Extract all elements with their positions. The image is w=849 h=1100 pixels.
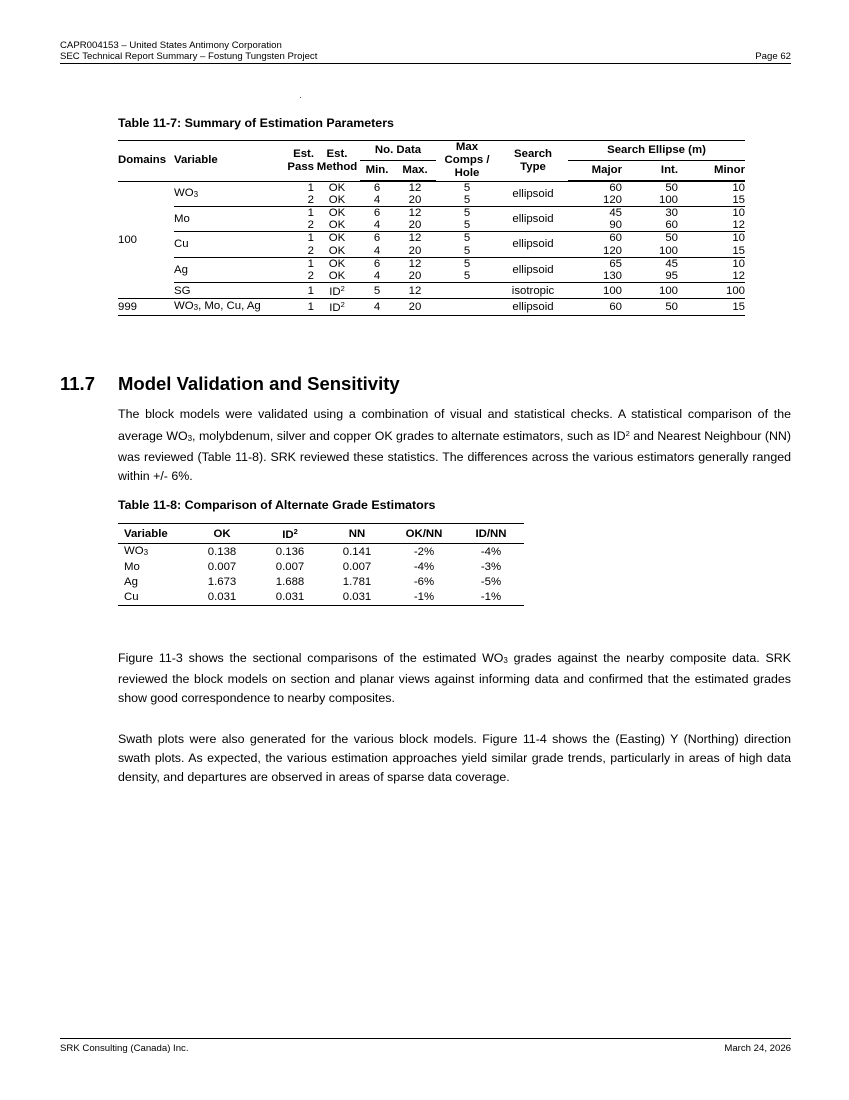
minor-cell: 12 — [684, 270, 745, 283]
th-major: Major — [568, 160, 628, 180]
th-max-comps-1: Max — [455, 141, 479, 153]
footer-date: March 24, 2026 — [724, 1043, 791, 1054]
th-id: $ID^2$ — [256, 524, 324, 544]
pass-cell: 1 — [284, 299, 314, 315]
method-cell: $ID^2$ — [314, 299, 360, 315]
table-row — [118, 575, 524, 590]
th-search-ellipse: Search Ellipse (m) — [568, 141, 745, 161]
th-max: Max. — [394, 160, 436, 180]
pass-cell: 1 — [307, 206, 314, 219]
int-cell: 100 — [628, 194, 684, 207]
nn-cell: 0.141 — [342, 545, 372, 558]
table-row — [118, 590, 524, 606]
max-cell: 20 — [394, 299, 436, 315]
comps-cell — [436, 283, 498, 299]
ok-nn-cell: -4% — [413, 561, 435, 573]
min-cell: 6 — [373, 181, 381, 194]
th-variable: Variable — [174, 141, 284, 181]
variable-cell: Cu — [174, 232, 284, 257]
paragraph-validation: The block models were validated using a combination of visual and statistical checks. A statistical comparison of the average WO3, molybdenum, silver and copper OK grades to alternate estimators, such as $ID^2$ and Nearest Neighbour (NN) was reviewed (Table 11-8). SRK reviewed these statistics. The differences across the various estimators generally ranged within +/- 6%. — [118, 407, 791, 483]
th-search-type-1: Search — [514, 147, 553, 160]
page-number: Page 62 — [755, 51, 791, 62]
th-max-comps-2: Comps / — [444, 154, 490, 166]
th-est-pass-2: Pass — [287, 160, 314, 173]
ok-cell: 0.007 — [207, 561, 237, 573]
search-type-cell: ellipsoid — [498, 181, 568, 206]
max-cell: 12 — [394, 283, 436, 299]
th-int: Int. — [628, 160, 684, 180]
pass-cell: 1 — [307, 232, 314, 245]
table-11-7-caption: Table 11-7: Summary of Estimation Parameters — [118, 116, 394, 130]
method-cell: OK — [328, 232, 346, 245]
search-type-cell: ellipsoid — [498, 257, 568, 282]
search-type-cell: ellipsoid — [498, 206, 568, 231]
method-cell: OK — [314, 245, 360, 258]
table-row — [118, 257, 745, 270]
page-footer — [60, 1038, 791, 1054]
max-cell: 12 — [408, 181, 422, 194]
major-cell: 65 — [609, 257, 623, 270]
major-cell: 120 — [568, 194, 628, 207]
paragraph-sectional-comparisons: Figure 11-3 shows the sectional comparisons of the estimated WO3 grades against the nearby composite data. SRK reviewed the block models on section and planar views against informing data and confirmed that the estimated grades show good correspondence to nearby composites. — [118, 651, 791, 705]
ok-nn-cell: -2% — [413, 545, 435, 558]
minor-cell: 100 — [684, 283, 745, 299]
search-type-cell: ellipsoid — [498, 232, 568, 257]
pass-cell: 1 — [307, 257, 314, 270]
int-cell: 60 — [628, 219, 684, 232]
th-min: Min. — [360, 160, 394, 180]
ok-nn-cell: -1% — [390, 590, 458, 606]
section-number: 11.7 — [60, 373, 95, 394]
min-cell: 5 — [360, 283, 394, 299]
id-nn-cell: -4% — [480, 545, 502, 558]
pass-cell: 1 — [307, 181, 314, 194]
th-est-method-2: Method — [316, 160, 358, 173]
stray-dot — [300, 97, 301, 98]
method-cell: OK — [328, 257, 346, 270]
id-nn-cell: -1% — [458, 590, 524, 606]
minor-cell: 15 — [684, 194, 745, 207]
table-row — [118, 544, 524, 561]
th-no-data: No. Data — [360, 141, 436, 161]
variable-cell: Ag — [174, 257, 284, 282]
variable-cell: Mo — [124, 561, 140, 573]
max-cell: 12 — [408, 232, 422, 245]
min-cell: 6 — [373, 206, 381, 219]
table-row — [118, 206, 745, 219]
page-header — [60, 40, 791, 64]
int-cell: 100 — [628, 245, 684, 258]
int-cell: 30 — [665, 206, 679, 219]
variable-cell: WO3 — [174, 181, 284, 206]
minor-cell: 10 — [732, 181, 746, 194]
domain-100-cell: 100 — [118, 233, 138, 246]
variable-cell: WO3, Mo, Cu, Ag — [174, 299, 284, 315]
int-cell: 95 — [628, 270, 684, 283]
major-cell: 60 — [609, 181, 623, 194]
id-nn-cell: -5% — [480, 576, 502, 588]
minor-cell: 10 — [732, 206, 746, 219]
min-cell: 4 — [360, 194, 394, 207]
nn-cell: 0.007 — [342, 561, 372, 573]
th-variable: Variable — [118, 524, 188, 544]
table-11-8-caption: Table 11-8: Comparison of Alternate Grade Estimators — [118, 498, 436, 512]
comps-cell: 5 — [463, 232, 471, 245]
major-cell: 90 — [568, 219, 628, 232]
comps-cell: 5 — [436, 270, 498, 283]
min-cell: 4 — [360, 219, 394, 232]
pass-cell: 2 — [284, 194, 314, 207]
max-cell: 20 — [394, 219, 436, 232]
search-type-cell: ellipsoid — [498, 299, 568, 315]
method-cell: OK — [314, 194, 360, 207]
th-nn: NN — [324, 524, 390, 544]
major-cell: 120 — [568, 245, 628, 258]
minor-cell: 15 — [684, 299, 745, 315]
int-cell: 50 — [665, 232, 679, 245]
variable-cell: Mo — [174, 206, 284, 231]
th-ok: OK — [188, 524, 256, 544]
id-cell: 0.136 — [275, 545, 305, 558]
th-est-method-1: Est. — [326, 147, 348, 160]
nn-cell: 1.781 — [342, 576, 372, 588]
th-est-pass-1: Est. — [293, 147, 314, 160]
comps-cell — [436, 299, 498, 315]
min-cell: 4 — [360, 299, 394, 315]
ok-nn-cell: -6% — [413, 576, 435, 588]
header-report-title: SEC Technical Report Summary – Fostung Tungsten Project — [60, 51, 318, 62]
comps-cell: 5 — [463, 257, 471, 270]
table-row — [118, 232, 745, 245]
max-cell: 12 — [408, 206, 422, 219]
variable-cell: SG — [174, 283, 284, 299]
int-cell: 50 — [665, 181, 679, 194]
th-search-type-2: Type — [520, 160, 546, 173]
method-cell: OK — [328, 206, 346, 219]
header-rule — [60, 51, 791, 64]
pass-cell: 2 — [284, 270, 314, 283]
method-cell: OK — [328, 181, 346, 194]
comps-cell: 5 — [463, 181, 471, 194]
th-est-pass — [284, 141, 314, 181]
id-cell: 1.688 — [275, 576, 305, 588]
estimation-parameters-table — [118, 140, 745, 316]
th-ok-nn: OK/NN — [390, 524, 458, 544]
min-cell: 4 — [360, 270, 394, 283]
paragraph-swath-plots: Swath plots were also generated for the various block models. Figure 11-4 shows the (Easting) Y (Northing) direction swath plots. As expected, the various estimation approaches yield similar grade trends, particularly in areas of high data density, and departures are observed in areas of sparse data coverage. — [118, 732, 791, 784]
comps-cell: 5 — [436, 245, 498, 258]
section-title: Model Validation and Sensitivity — [118, 373, 400, 394]
search-type-cell: isotropic — [498, 283, 568, 299]
major-cell: 60 — [609, 232, 623, 245]
id-cell: 0.031 — [256, 590, 324, 606]
int-cell: 45 — [665, 257, 679, 270]
nn-cell: 0.031 — [324, 590, 390, 606]
comps-cell: 5 — [436, 219, 498, 232]
variable-cell: Cu — [118, 590, 188, 606]
ok-cell: 1.673 — [207, 576, 237, 588]
th-minor: Minor — [684, 160, 745, 180]
th-id-nn: ID/NN — [458, 524, 524, 544]
th-est-method — [314, 141, 360, 181]
table-row — [118, 181, 745, 194]
table-row — [118, 560, 524, 575]
variable-cell: Ag — [124, 576, 138, 588]
major-cell: 45 — [609, 206, 623, 219]
pass-cell: 1 — [284, 283, 314, 299]
major-cell: 100 — [568, 283, 628, 299]
min-cell: 4 — [360, 245, 394, 258]
major-cell: 130 — [568, 270, 628, 283]
method-cell: OK — [314, 219, 360, 232]
minor-cell: 12 — [684, 219, 745, 232]
variable-cell: WO3 — [124, 545, 149, 557]
int-cell: 100 — [628, 283, 684, 299]
ok-cell: 0.138 — [207, 545, 237, 558]
comps-cell: 5 — [436, 194, 498, 207]
max-cell: 20 — [394, 270, 436, 283]
min-cell: 6 — [373, 232, 381, 245]
table-row-sg — [118, 283, 745, 299]
th-max-comps-3: Hole — [454, 167, 480, 179]
int-cell: 50 — [628, 299, 684, 315]
id-nn-cell: -3% — [480, 561, 502, 573]
table-row-999 — [118, 299, 745, 315]
header-company: CAPR004153 – United States Antimony Corporation — [60, 40, 282, 51]
minor-cell: 10 — [732, 257, 746, 270]
max-cell: 20 — [394, 245, 436, 258]
minor-cell: 10 — [732, 232, 746, 245]
grade-estimators-table — [118, 523, 524, 606]
th-search-type — [498, 141, 568, 181]
method-cell: $ID^2$ — [314, 283, 360, 299]
section-heading — [60, 373, 400, 395]
major-cell: 60 — [568, 299, 628, 315]
domain-999-cell: 999 — [118, 299, 174, 315]
th-max-comps — [436, 141, 498, 181]
method-cell: OK — [314, 270, 360, 283]
th-domains: Domains — [118, 141, 174, 181]
id-cell: 0.007 — [275, 561, 305, 573]
comps-cell: 5 — [463, 206, 471, 219]
max-cell: 12 — [408, 257, 422, 270]
pass-cell: 2 — [284, 245, 314, 258]
max-cell: 20 — [394, 194, 436, 207]
pass-cell: 2 — [284, 219, 314, 232]
min-cell: 6 — [373, 257, 381, 270]
ok-cell: 0.031 — [188, 590, 256, 606]
footer-company: SRK Consulting (Canada) Inc. — [60, 1043, 189, 1054]
minor-cell: 15 — [684, 245, 745, 258]
